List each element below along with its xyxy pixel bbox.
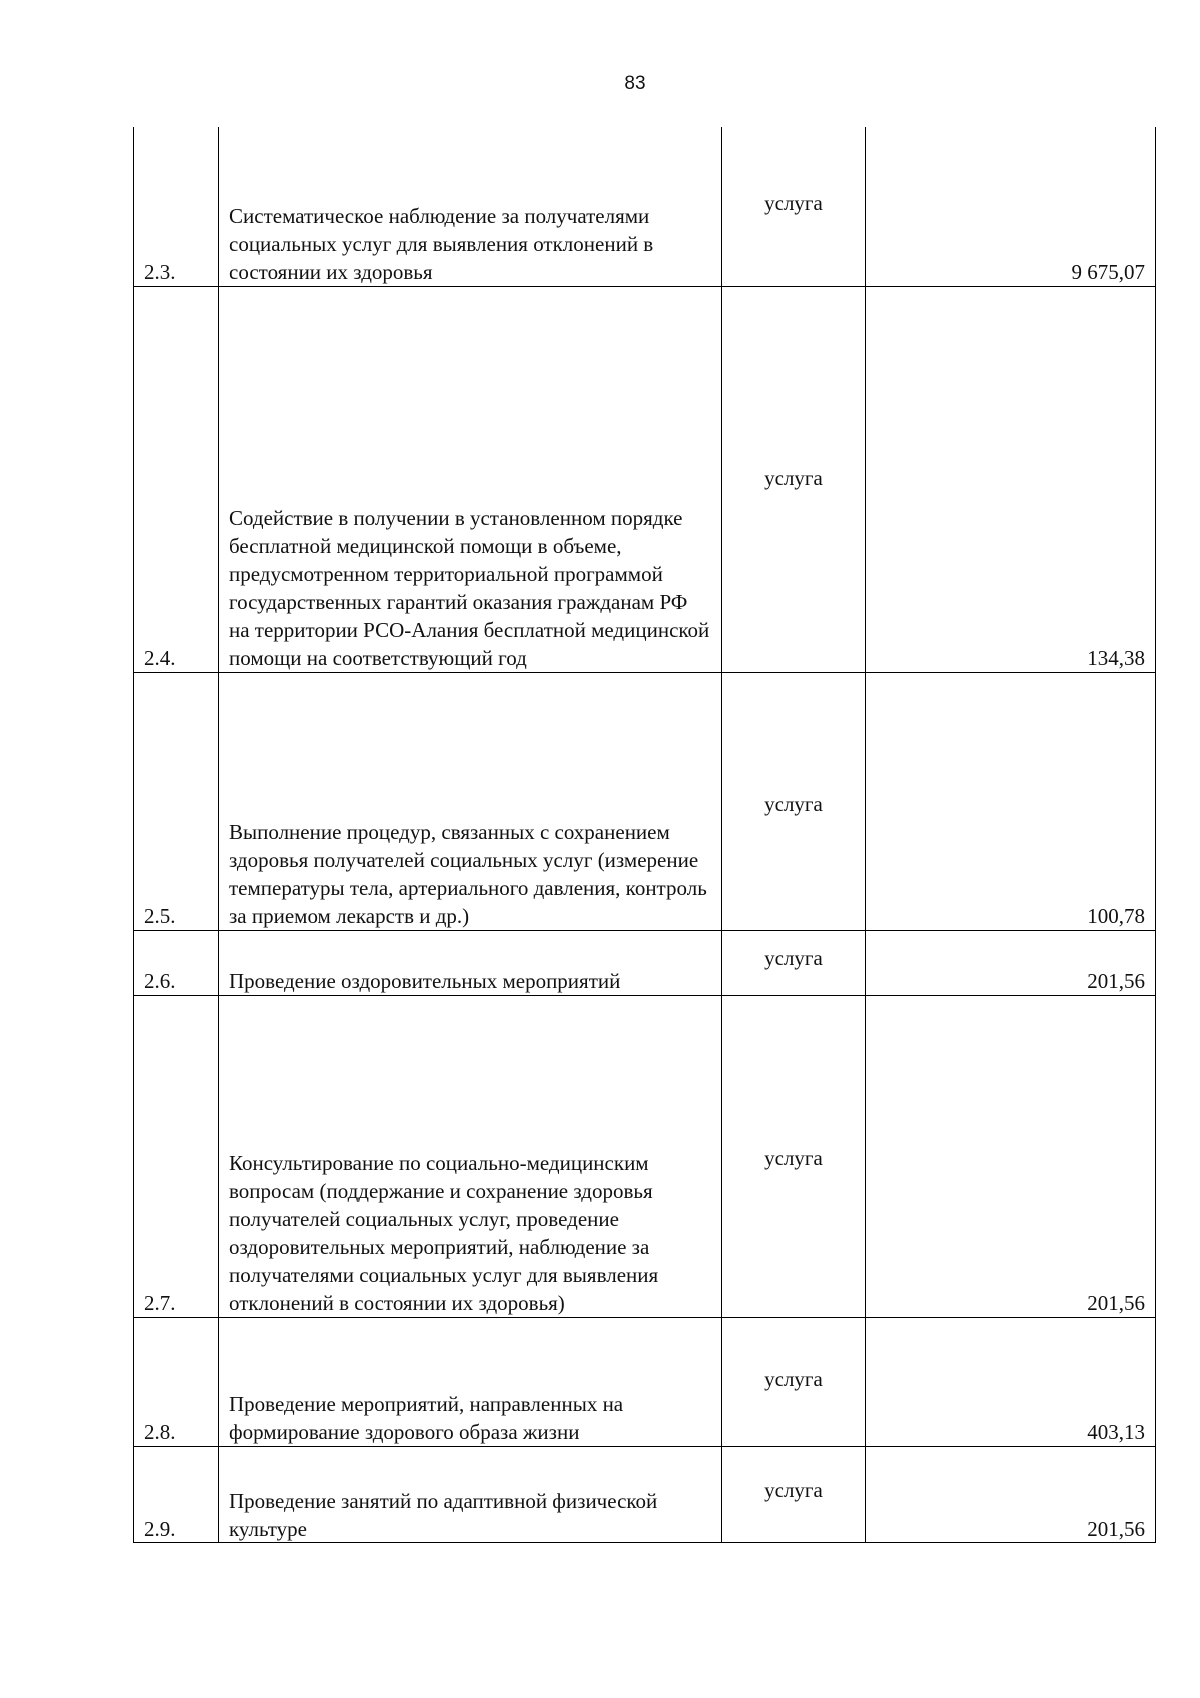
row-number: 2.7. (144, 1291, 176, 1315)
service-name-cell (219, 1318, 722, 1446)
service-name-cell (219, 127, 722, 286)
row-number: 2.5. (144, 904, 176, 928)
unit-label: услуга (764, 466, 823, 490)
service-name: Выполнение процедур, связанных с сохранением здоровья получателей социальных услуг (измерение температуры тела, артериального давления, контроль за приемом лекарств и др.) (229, 820, 707, 928)
price-cell (866, 996, 1155, 1317)
price-value: 201,56 (1087, 969, 1145, 993)
table-row (134, 287, 1155, 673)
row-number: 2.8. (144, 1420, 176, 1444)
table-row (134, 1318, 1155, 1447)
unit-cell (722, 931, 866, 995)
unit-label: услуга (764, 1146, 823, 1170)
unit-cell (722, 996, 866, 1317)
price-cell (866, 287, 1155, 672)
services-table (133, 127, 1156, 1543)
unit-cell (722, 673, 866, 930)
row-number-cell (134, 1318, 219, 1446)
row-number-cell (134, 287, 219, 672)
unit-label: услуга (764, 946, 823, 970)
price-value: 100,78 (1087, 904, 1145, 928)
price-value: 9 675,07 (1071, 260, 1145, 284)
service-name-cell (219, 673, 722, 930)
unit-label: услуга (764, 191, 823, 215)
price-cell (866, 1447, 1155, 1543)
table-row (134, 996, 1155, 1318)
unit-cell (722, 1447, 866, 1543)
price-value: 134,38 (1087, 646, 1145, 670)
service-name-cell (219, 287, 722, 672)
price-cell (866, 127, 1155, 286)
service-name: Проведение занятий по адаптивной физической культуре (229, 1489, 658, 1541)
unit-label: услуга (764, 1367, 823, 1391)
row-number-cell (134, 1447, 219, 1543)
row-number: 2.3. (144, 260, 176, 284)
price-value: 201,56 (1087, 1517, 1145, 1541)
row-number-cell (134, 127, 219, 286)
row-number: 2.6. (144, 969, 176, 993)
row-number-cell (134, 996, 219, 1317)
unit-cell (722, 1318, 866, 1446)
row-number: 2.4. (144, 646, 176, 670)
service-name-cell (219, 931, 722, 995)
row-number-cell (134, 931, 219, 995)
price-cell (866, 931, 1155, 995)
table-row (134, 1447, 1155, 1543)
row-number-cell (134, 673, 219, 930)
service-name: Консультирование по социально-медицинским вопросам (поддержание и сохранение здоровья получателей социальных услуг, проведение оздоровительных мероприятий, наблюдение за получателями социальных услуг для выявления отклонений в состоянии их здоровья) (229, 1151, 659, 1315)
unit-cell (722, 287, 866, 672)
table-row (134, 127, 1155, 287)
price-value: 403,13 (1087, 1420, 1145, 1444)
service-name: Проведение оздоровительных мероприятий (229, 969, 621, 993)
page-number: 83 (624, 73, 646, 94)
price-cell (866, 1318, 1155, 1446)
table-row (134, 673, 1155, 931)
service-name: Содействие в получении в установленном порядке бесплатной медицинской помощи в объеме, предусмотренном территориальной программой государственных гарантий оказания гражданам РФ на территории РСО-Алания бесплатной медицинской помощи на соответствующий год (229, 506, 710, 670)
price-cell (866, 673, 1155, 930)
service-name-cell (219, 1447, 722, 1543)
unit-label: услуга (764, 792, 823, 816)
service-name: Проведение мероприятий, направленных на формирование здорового образа жизни (229, 1392, 624, 1444)
unit-label: услуга (764, 1478, 823, 1502)
service-name-cell (219, 996, 722, 1317)
service-name: Систематическое наблюдение за получателями социальных услуг для выявления отклонений в состоянии их здоровья (229, 204, 654, 284)
row-number: 2.9. (144, 1517, 176, 1541)
unit-cell (722, 127, 866, 286)
price-value: 201,56 (1087, 1291, 1145, 1315)
table-row (134, 931, 1155, 996)
